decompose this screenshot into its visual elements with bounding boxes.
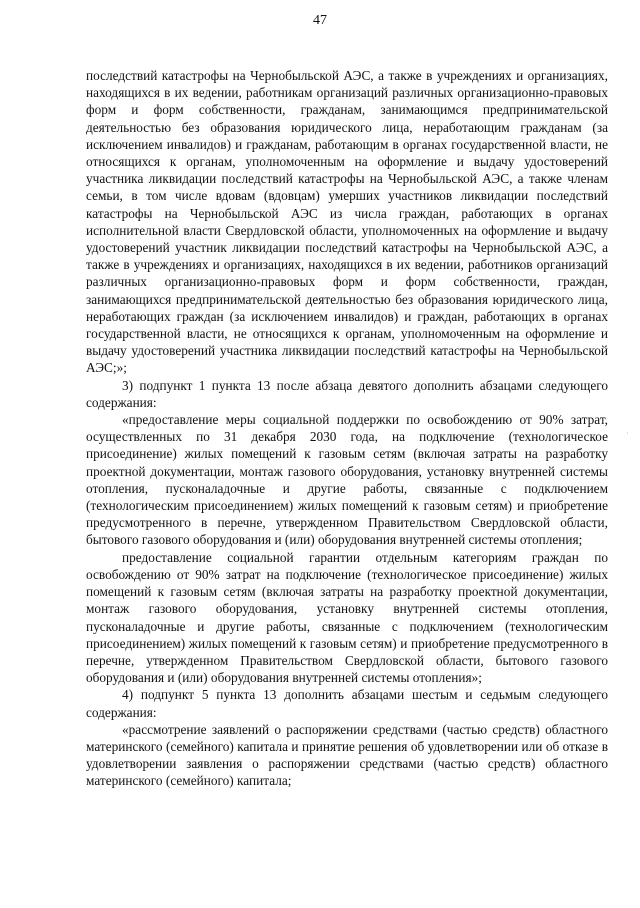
paragraph-gas-guarantee: предоставление социальной гарантии отдельным категориям граждан по освобождению от 90% затрат на подключение (технологическое присоединение) жилых помещений к газовым сетям (включая затраты на разработку проектной документации, монтаж газового оборудования, установку внутренней системы отопления, пусконаладочные и другие работы, связанные с подключением (технологическим присоединением) жилых помещений к газовым сетям) и приобретение предусмотренного в перечне, утвержденном Правительством Свердловской области, бытового газового оборудования и (или) оборудования внутренней системы отопления»; <box>86 549 608 686</box>
paragraph-continuation: последствий катастрофы на Чернобыльской АЭС, а также в учреждениях и организациях, находящихся в их ведении, работникам организаций различных организационно-правовых форм и форм собственности, гражданам, занимающимся предпринимательской деятельностью без образования юридического лица, неработающим гражданам (за исключением инвалидов) и гражданам, работающим в органах государственной власти, не относящихся к органам, уполномоченным на оформление и выдачу удостоверений участника ликвидации последствий катастрофы на Чернобыльской АЭС, а также членам семьи, в том числе вдовам (вдовцам) умерших участников ликвидации последствий катастрофы на Чернобыльской АЭС из числа граждан, работающих в органах исполнительной власти Свердловской области, уполномоченных на оформление и выдачу удостоверений участник ликвидации последствий катастрофы на Чернобыльской АЭС, а также в учреждениях и организациях, находящихся в их ведении, работников организаций различных организационно-правовых форм и форм собственности, граждан, занимающихся предпринимательской деятельностью без образования юридического лица, неработающих граждан (за исключением инвалидов) и граждан, работающих в органах государственной власти, не относящихся к органам, уполномоченным на оформление и выдачу удостоверений участника ликвидации последствий катастрофы на Чернобыльской АЭС;»; <box>86 68 608 376</box>
paragraph-subpoint-4: 4) подпункт 5 пункта 13 дополнить абзацами шестым и седьмым следующего содержания: <box>86 687 608 720</box>
paragraph-gas-support: «предоставление меры социальной поддержки по освобождению от 90% затрат, осуществленных по 31 декабря 2030 года, на подключение (технологическое присоединение) жилых помещений к газовым сетям (включая затраты на разработку проектной документации, монтаж газового оборудования, установку внутренней системы отопления, пусконаладочные и другие работы, связанные с подключением (технологическим присоединением) жилых помещений к газовым сетям) и приобретение предусмотренного в перечне, утвержденном Правительством Свердловской области, бытового газового оборудования и (или) оборудования внутренней системы отопления; <box>86 412 608 548</box>
paragraph-subpoint-3: 3) подпункт 1 пункта 13 после абзаца девятого дополнить абзацами следующего содержания: <box>86 377 608 410</box>
paragraph-maternity-capital: «рассмотрение заявлений о распоряжении средствами (частью средств) областного материнского (семейного) капитала и принятие решения об удовлетворении или об отказе в удовлетворении заявления о распоряжении средствами (частью средств) областного материнского (семейного) капитала; <box>86 721 608 789</box>
page-number: 47 <box>313 13 327 28</box>
document-body <box>86 67 608 790</box>
margin-mark: · <box>626 429 629 438</box>
